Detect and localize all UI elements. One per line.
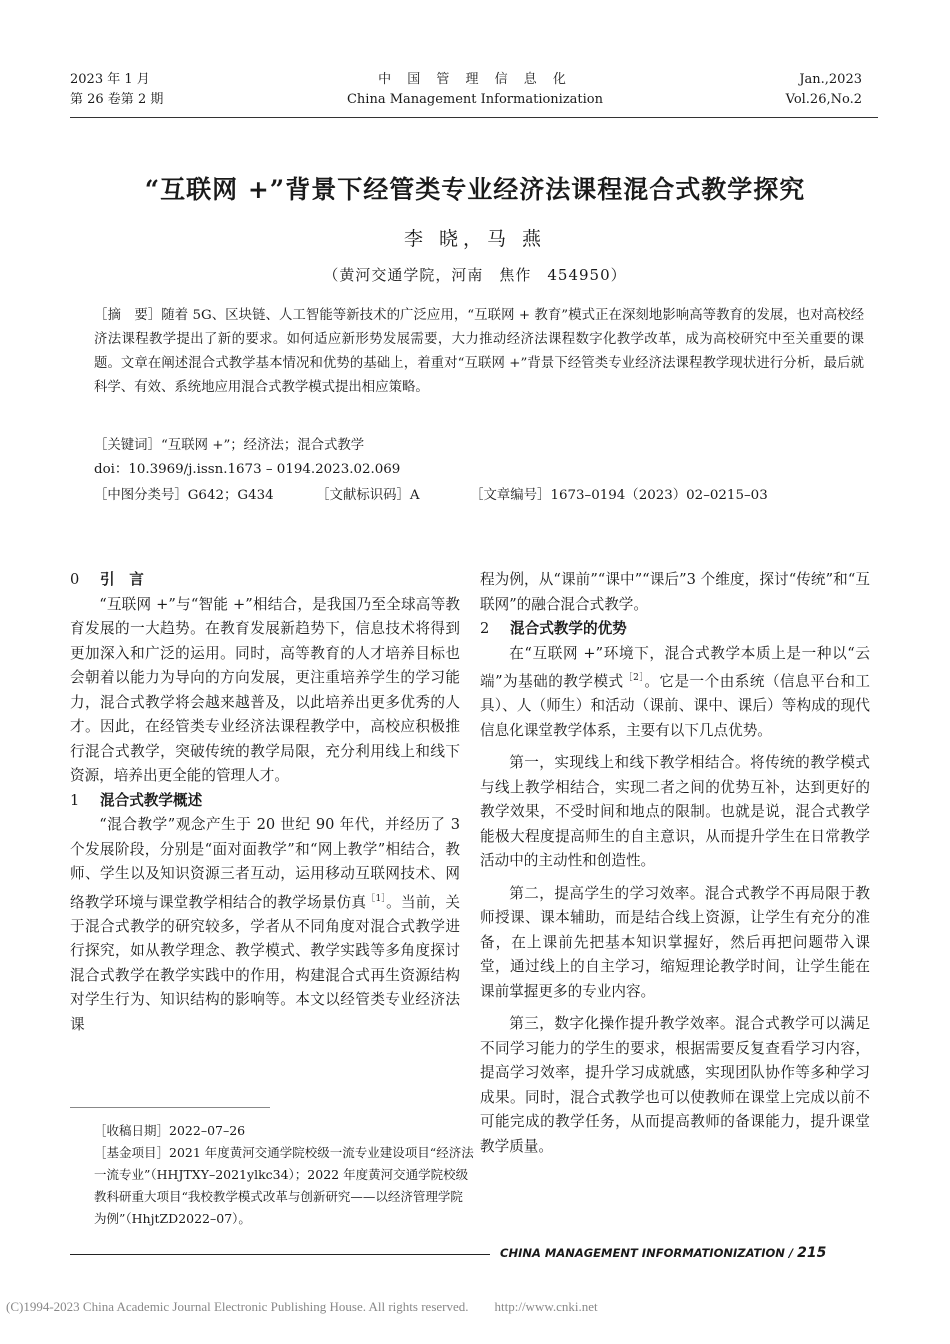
header-rule	[70, 117, 878, 118]
doc-code-value: A	[409, 488, 420, 503]
header-center	[300, 70, 650, 110]
copyright-line: (C)1994-2023 China Academic Journal Electronic Publishing House. All rights reserved. http://www.cnki.net	[6, 1299, 598, 1314]
section-1-heading: 1 混合式教学概述	[70, 791, 203, 809]
footer-journal: CHINA MANAGEMENT INFORMATIONIZATION / 215	[500, 1245, 827, 1261]
doi	[94, 458, 400, 482]
abstract-label: ［摘 要］	[94, 308, 162, 323]
section-2-paragraph-1: 在“互联网 +”环境下，混合式教学本质上是一种以“云端”为基础的教学模式$^{[2]}$。它是一个由系统（信息平台和工具）、人（师生）和活动（课前、课中、课后）等构成的现代信息化课堂教学体系，主要有以下几点优势。	[480, 644, 870, 739]
received-date: ［收稿日期］2022–07–26	[94, 1123, 246, 1138]
citation-1: ［1］	[366, 893, 387, 904]
doi-label: doi：	[94, 462, 129, 477]
journal-name-cn: 中 国 管 理 信 息 化	[378, 72, 572, 87]
section-0-paragraph: “互联网 +”与“智能 +”相结合，是我国乃至全球高等教育发展的一大趋势。在教育发展新趋势下，信息技术将得到更加深入和广泛的运用。同时，高等教育的人才培养目标也会朝着以能力为导向的方向发展，更注重培养学生的学习能力，混合式教学将会越来越普及，以此培养出更多优秀的人才。因此，在经管类专业经济法课程教学中，高校应积极推行混合式教学，突破传统的教学局限，充分利用线上和线下资源，培养出更全能的管理人才。	[70, 595, 460, 784]
keywords-label: ［关键词］	[94, 438, 161, 453]
footnote-rule	[70, 1107, 270, 1108]
clc-value: G642；G434	[187, 488, 274, 503]
abstract	[94, 304, 864, 400]
authors: 李 晓，马 燕	[403, 228, 547, 250]
article-number-label: ［文章编号］	[470, 488, 551, 503]
volume-issue: 第 26 卷第 2 期	[70, 92, 164, 107]
header-right	[786, 70, 862, 110]
journal-name-en: China Management Informationization	[346, 92, 604, 107]
doi-text: 10.3969/j.issn.1673 – 0194.2023.02.069	[128, 462, 401, 477]
section-2-heading: 2 混合式教学的优势	[480, 620, 627, 637]
volume-issue-en: Vol.26,No.2	[785, 92, 862, 107]
article-number-value: 1673–0194（2023）02–0215–03	[550, 488, 768, 503]
section-2-paragraph-2: 第一，实现线上和线下教学相结合。将传统的教学模式与线上教学相结合，实现二者之间的优势互补，达到更好的教学效果，不受时间和地点的限制。也就是说，混合式教学能极大程度提高师生的自主意识，从而提升学生在日常教学活动中的主动性和创造性。	[480, 754, 870, 870]
abstract-text: 随着 5G、区块链、人工智能等新技术的广泛应用，“互联网 + 教育”模式正在深刻地影响高等教育的发展，也对高校经济法课程教学提出了新的要求。如何适应新形势发展需要，大力推动经济法课程数字化教学改革，成为高校研究中至关重要的课题。文章在阐述混合式教学基本情况和优势的基础上，着重对“互联网 +”背景下经管类专业经济法课程教学现状进行分析，最后就科学、有效、系统地应用混合式教学模式提出相应策略。	[94, 308, 864, 395]
issue-date-en: Jan.,2023	[799, 72, 862, 87]
section-2-paragraph-3: 第二，提高学生的学习效率。混合式教学不再局限于教师授课、课本辅助，而是结合线上资源，让学生有充分的准备，在上课前先把基本知识掌握好，然后再把问题带入课堂，通过线上的自主学习，缩短理论教学时间，让学生能在课前掌握更多的专业内容。	[480, 884, 870, 1000]
footnotes	[94, 1120, 474, 1230]
doc-code-label: ［文献标识码］	[316, 488, 410, 503]
section-0-heading: 0 引 言	[70, 571, 144, 588]
page-number: 215	[797, 1245, 827, 1261]
clc-label: ［中图分类号］	[94, 488, 188, 503]
left-column	[70, 568, 460, 1037]
header-left	[70, 70, 163, 110]
keywords-text: “互联网 +”；经济法；混合式教学	[160, 438, 365, 453]
fund-project: ［基金项目］2021 年度黄河交通学院校级一流专业建设项目“经济法一流专业”（HHJTXY–2021ylkc34）；2022 年度黄河交通学院校级教科研重大项目“我校教学模式改革与创新研究——以经济管理学院为例”（HhjtZD2022–07）。	[94, 1145, 474, 1226]
section-1-continuation: 程为例，从“课前”“课中”“课后”3 个维度，探讨“传统”和“互联网”的融合混合式教学。	[480, 571, 870, 613]
section-1-paragraph: “混合教学”观念产生于 20 世纪 90 年代，并经历了 3 个发展阶段，分别是“面对面教学”和“网上教学”相结合，教师、学生以及知识资源三者互动，运用移动互联网技术、网络教学环境与课堂教学相结合的教学场景仿真$^{[1]}$。当前，关于混合式教学的研究较多，学者从不同角度对混合式教学进行探究，如从教学理念、教学模式、教学实践等多角度探讨混合式教学在教学实践中的作用，构建混合式再生资源结构对学生行为、知识结构的影响等。本文以经管类专业经济法课	[70, 816, 460, 1033]
article-title: “互联网 +”背景下经管类专业经济法课程混合式教学探究	[144, 175, 806, 204]
section-2-paragraph-4: 第三，数字化操作提升教学效率。混合式教学可以满足不同学习能力的学生的要求，根据需要反复查看学习内容，提高学习效率，提升学习成就感，实现团队协作等多种学习成果。同时，混合式教学也可以使教师在课堂上完成以前不可能完成的教学任务，从而提高教师的备课能力，提升课堂教学质量。	[480, 1015, 870, 1155]
citation-2: ［2］	[623, 673, 645, 683]
issue-date: 2023 年 1 月	[70, 72, 150, 87]
classification-row	[94, 484, 768, 508]
footer-rule	[70, 1254, 490, 1255]
right-column	[480, 568, 870, 1159]
keywords	[94, 434, 364, 458]
affiliation: （黄河交通学院，河南 焦作 454950）	[323, 266, 627, 284]
